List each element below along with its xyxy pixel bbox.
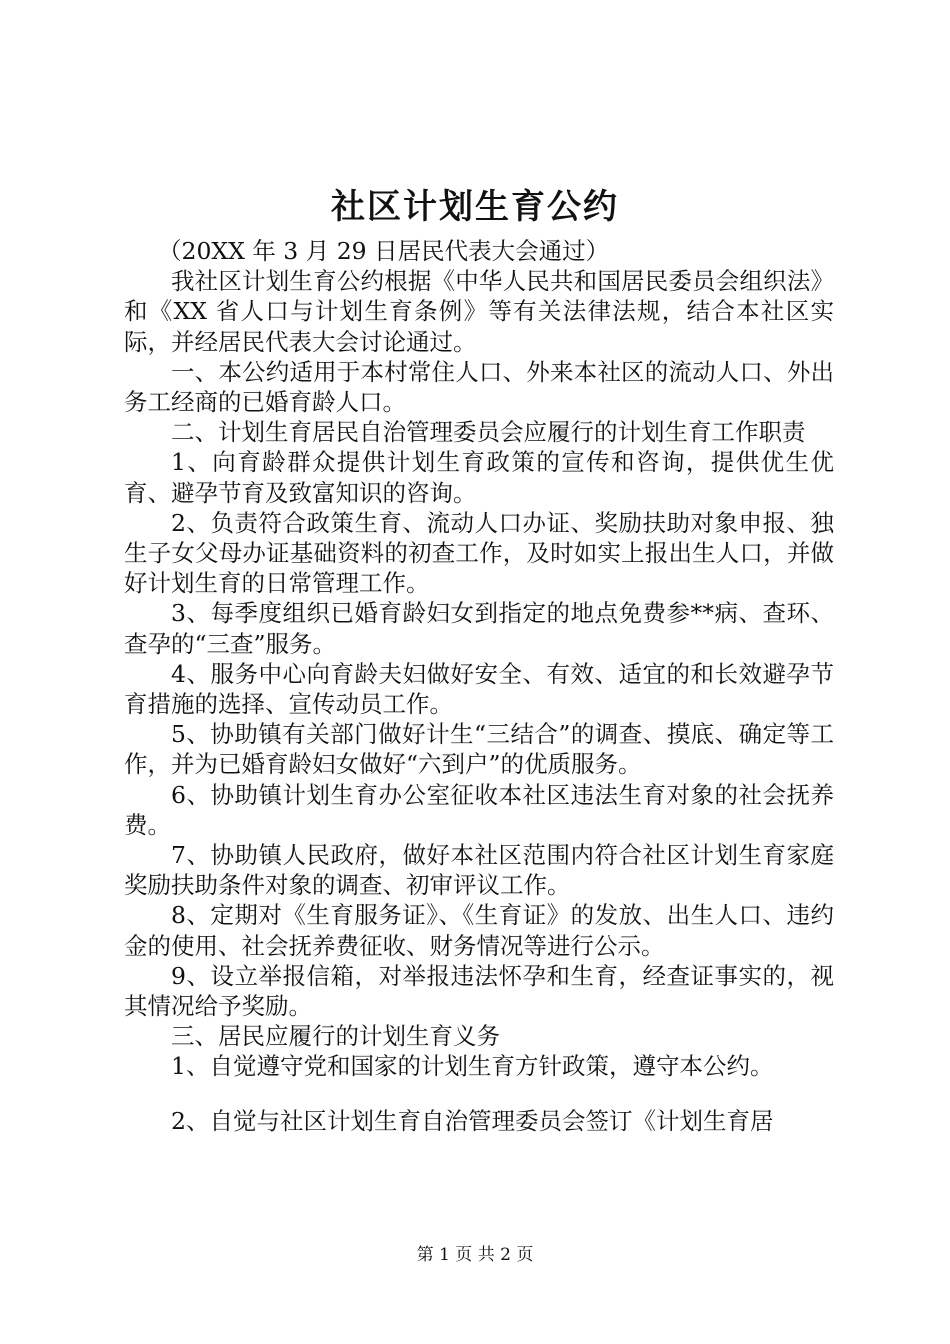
duty-item-4: 4、服务中心向育龄夫妇做好安全、有效、适宜的和长效避孕节育措施的选择、宣传动员工作。 (124, 659, 834, 719)
duty-item-7: 7、协助镇人民政府，做好本社区范围内符合社区计划生育家庭奖励扶助条件对象的调查、初审评议工作。 (124, 841, 834, 900)
paragraph-scope: 一、本公约适用于本村常住人口、外来本社区的流动人口、外出务工经商的已婚育龄人口。 (124, 357, 834, 417)
duty-item-3: 3、每季度组织已婚育龄妇女到指定的地点免费参**病、查环、查孕的“三查”服务。 (124, 599, 834, 658)
duty-item-8: 8、定期对《生育服务证》、《生育证》的发放、出生人口、违约金的使用、社会抚养费征收、财务情况等进行公示。 (124, 901, 834, 960)
duty-item-1: 1、向育龄群众提供计划生育政策的宣传和咨询，提供优生优育、避孕节育及致富知识的咨询。 (124, 448, 834, 507)
document-body (124, 236, 834, 1136)
duty-item-6: 6、协助镇计划生育办公室征收本社区违法生育对象的社会抚养费。 (124, 780, 834, 839)
section-heading-duties: 二、计划生育居民自治管理委员会应履行的计划生育工作职责 (171, 418, 806, 447)
page-footer: 第 1 页 共 2 页 (416, 1245, 534, 1265)
paragraph-intro: 我社区计划生育公约根据《中华人民共和国居民委员会组织法》和《XX 省人口与计划生育条例》等有关法律法规，结合本社区实际，并经居民代表大会讨论通过。 (124, 267, 834, 356)
document-subtitle: （20XX 年 3 月 29 日居民代表大会通过） (158, 237, 610, 265)
duty-item-2: 2、负责符合政策生育、流动人口办证、奖励扶助对象申报、独生子女父母办证基础资料的初查工作，及时如实上报出生人口，并做好计划生育的日常管理工作。 (124, 508, 834, 598)
duty-item-5: 5、协助镇有关部门做好计生“三结合”的调查、摸底、确定等工作，并为已婚育龄妇女做好“六到户”的优质服务。 (124, 720, 834, 779)
document-title: 社区计划生育公约 (331, 187, 619, 227)
section-heading-obligations: 三、居民应履行的计划生育义务 (171, 1022, 500, 1051)
duty-item-9: 9、设立举报信箱，对举报违法怀孕和生育，经查证事实的，视其情况给予奖励。 (124, 961, 834, 1021)
obligation-item-2: 2、自觉与社区计划生育自治管理委员会签订《计划生育居 (171, 1106, 774, 1135)
obligation-item-1: 1、自觉遵守党和国家的计划生育方针政策，遵守本公约。 (171, 1052, 774, 1081)
